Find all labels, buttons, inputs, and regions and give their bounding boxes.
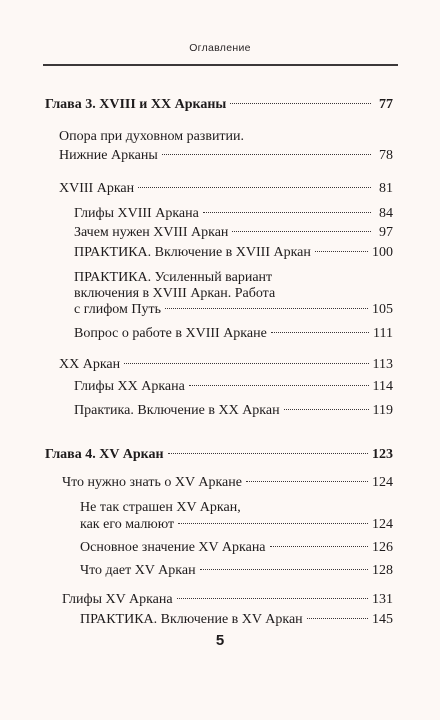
- dot-leader: [315, 251, 368, 252]
- toc-page-number: 124: [372, 475, 393, 490]
- toc-entry[interactable]: [59, 180, 393, 197]
- toc-page-number: 100: [372, 245, 393, 260]
- dot-leader: [177, 598, 368, 599]
- toc-entry-title: Вопрос о работе в XVIII Аркане: [74, 326, 267, 341]
- toc-entry-title: Глифы XX Аркана: [74, 379, 185, 394]
- toc-entry-title: Зачем нужен XVIII Аркан: [74, 225, 229, 240]
- toc-page-number: 77: [379, 97, 393, 112]
- toc-entry[interactable]: [80, 611, 393, 628]
- toc-entry-line: ПРАКТИКА. Усиленный вариант: [74, 270, 273, 285]
- toc-entry-title: XVIII Аркан: [59, 181, 135, 196]
- toc-page-number: 113: [372, 357, 393, 372]
- toc-entry-title: ПРАКТИКА. Включение в XV Аркан: [80, 612, 303, 627]
- toc-page-number: 128: [372, 563, 393, 578]
- toc-page-number: 78: [379, 148, 393, 163]
- dot-leader: [200, 569, 368, 570]
- toc-page-number: 97: [379, 225, 393, 240]
- toc-page-number: 114: [372, 379, 393, 394]
- toc-entry[interactable]: [80, 516, 393, 533]
- dot-leader: [284, 409, 369, 410]
- header-rule: [43, 64, 398, 66]
- toc-entry[interactable]: [74, 325, 393, 342]
- toc-entry-line: Опора при духовном развитии.: [59, 129, 245, 144]
- toc-page-number: 123: [372, 447, 393, 462]
- dot-leader: [246, 481, 368, 482]
- page-header-title: Оглавление: [189, 42, 251, 54]
- toc-page-number: 124: [372, 517, 393, 532]
- toc-entry-title: Глава 4. XV Аркан: [45, 447, 164, 462]
- page-number: 5: [215, 632, 225, 649]
- toc-page-number: 145: [372, 612, 393, 627]
- dot-leader: [178, 523, 368, 524]
- dot-leader: [203, 212, 371, 213]
- toc-entry[interactable]: [59, 356, 393, 373]
- toc-entry-title: Что дает XV Аркан: [80, 563, 196, 578]
- toc-entry-line: включения в XVIII Аркан. Работа: [74, 286, 276, 301]
- toc-entry-title: Нижние Арканы: [59, 148, 158, 163]
- dot-leader: [189, 385, 369, 386]
- toc-entry[interactable]: [74, 301, 393, 318]
- toc-entry-line: Не так страшен XV Аркан,: [80, 500, 241, 515]
- dot-leader: [168, 453, 368, 454]
- toc-entry-title: с глифом Путь: [74, 302, 162, 317]
- toc-entry[interactable]: [59, 147, 393, 164]
- toc-page-number: 105: [372, 302, 393, 317]
- toc-entry[interactable]: [74, 224, 393, 241]
- toc-entry[interactable]: [74, 205, 393, 222]
- dot-leader: [270, 546, 368, 547]
- toc-page-number: 126: [372, 540, 393, 555]
- toc-entry[interactable]: [62, 591, 393, 608]
- toc-page-number: 81: [379, 181, 393, 196]
- toc-entry[interactable]: [62, 474, 393, 491]
- dot-leader: [138, 187, 371, 188]
- toc-entry-title: Глава 3. XVIII и XX Арканы: [45, 97, 227, 112]
- toc-entry[interactable]: [80, 562, 393, 579]
- toc-page-number: 119: [372, 403, 393, 418]
- toc-chapter-3[interactable]: [45, 96, 393, 113]
- dot-leader: [307, 618, 368, 619]
- toc-entry-title: Практика. Включение в XX Аркан: [74, 403, 280, 418]
- toc-entry-title: Что нужно знать о XV Аркане: [62, 475, 242, 490]
- dot-leader: [162, 154, 371, 155]
- dot-leader: [232, 231, 371, 232]
- dot-leader: [124, 363, 368, 364]
- toc-entry-title: Основное значение XV Аркана: [80, 540, 266, 555]
- toc-entry-title: Глифы XVIII Аркана: [74, 206, 199, 221]
- toc-entry-title: как его малюют: [80, 517, 175, 532]
- toc-entry[interactable]: [74, 402, 393, 419]
- toc-entry-title: ПРАКТИКА. Включение в XVIII Аркан: [74, 245, 311, 260]
- dot-leader: [271, 332, 369, 333]
- toc-page-number: 111: [373, 326, 393, 341]
- toc-entry[interactable]: [80, 539, 393, 556]
- dot-leader: [230, 103, 371, 104]
- toc-entry[interactable]: [74, 378, 393, 395]
- dot-leader: [165, 308, 368, 309]
- toc-chapter-4[interactable]: [45, 446, 393, 463]
- toc-entry-title: XX Аркан: [59, 357, 121, 372]
- toc-page-number: 84: [379, 206, 393, 221]
- toc-entry[interactable]: [74, 244, 393, 261]
- toc-page-number: 131: [372, 592, 393, 607]
- toc-entry-title: Глифы XV Аркана: [62, 592, 173, 607]
